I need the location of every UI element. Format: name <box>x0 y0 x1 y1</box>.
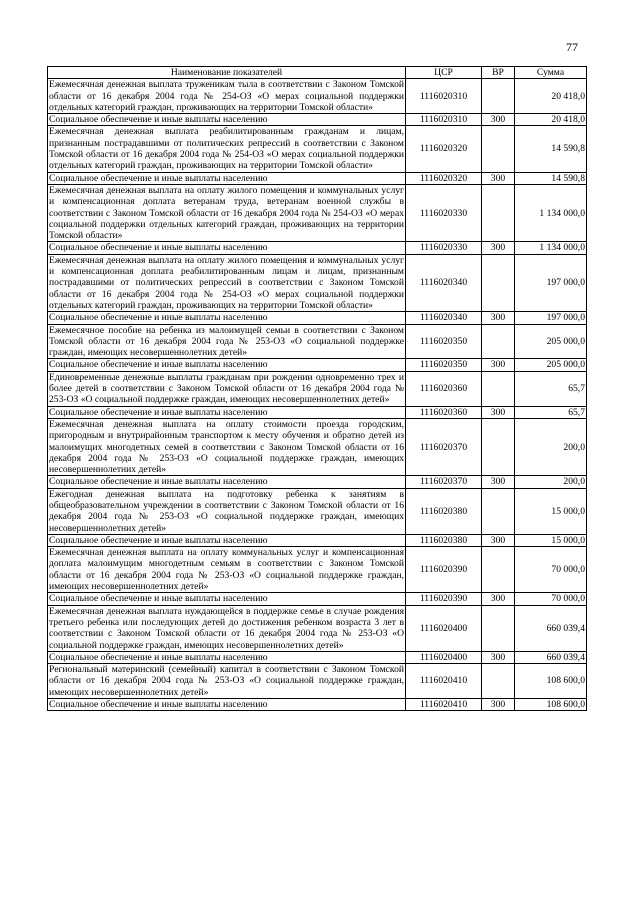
page-number: 77 <box>566 40 578 54</box>
header-name: Наименование показателей <box>48 67 406 79</box>
table-row <box>48 359 587 371</box>
row-csr: 1116020310 <box>406 79 482 114</box>
table-row <box>48 254 587 311</box>
row-vr: 300 <box>482 651 515 663</box>
table-row <box>48 242 587 254</box>
row-sum: 205 000,0 <box>515 324 587 359</box>
table-row <box>48 476 587 488</box>
row-csr: 1116020350 <box>406 359 482 371</box>
row-vr: 300 <box>482 699 515 711</box>
table-row <box>48 172 587 184</box>
table-row <box>48 534 587 546</box>
row-sum: 200,0 <box>515 418 587 475</box>
row-csr: 1116020410 <box>406 664 482 699</box>
table-row <box>48 324 587 359</box>
row-sum: 660 039,4 <box>515 651 587 663</box>
row-name: Ежемесячная денежная выплата реабилитированным гражданам и лицам, признанным пострадавшими от политических репрессий в соответствии с Законом Томской области от 16 декабря 2004 года № 254-ОЗ «О мерах социальной поддержки отдельных категорий граждан, проживающих на территории Томской области» <box>49 126 404 172</box>
row-vr <box>482 418 515 475</box>
row-csr: 1116020380 <box>406 488 482 534</box>
row-sum: 65,7 <box>515 406 587 418</box>
row-csr: 1116020350 <box>406 324 482 359</box>
table-row <box>48 418 587 475</box>
row-name: Социальное обеспечение и иные выплаты населению <box>48 476 406 488</box>
row-vr: 300 <box>482 476 515 488</box>
row-csr: 1116020310 <box>406 114 482 126</box>
row-csr: 1116020400 <box>406 605 482 651</box>
row-sum: 15 000,0 <box>515 488 587 534</box>
row-csr: 1116020340 <box>406 254 482 311</box>
row-name: Ежемесячная денежная выплата нуждающейся в поддержке семье в случае рождения третьего ребенка или последующих детей до достижения ребенком возраста 3 лет в соответствии с Законом Томской области от 16 декабря 2004 года № 253-ОЗ «О социальной поддержке граждан, имеющих несовершеннолетних детей» <box>49 605 404 651</box>
table-row <box>48 312 587 324</box>
row-vr: 300 <box>482 242 515 254</box>
row-vr <box>482 371 515 406</box>
row-name: Социальное обеспечение и иные выплаты населению <box>48 242 406 254</box>
row-vr <box>482 254 515 311</box>
row-sum: 15 000,0 <box>515 534 587 546</box>
row-csr: 1116020320 <box>406 126 482 172</box>
table-row <box>48 699 587 711</box>
row-vr <box>482 547 515 593</box>
row-csr: 1116020360 <box>406 371 482 406</box>
row-vr: 300 <box>482 114 515 126</box>
row-csr: 1116020340 <box>406 312 482 324</box>
row-csr: 1116020370 <box>406 418 482 475</box>
table-row <box>48 371 587 406</box>
row-vr: 300 <box>482 172 515 184</box>
table-row <box>48 184 587 241</box>
row-name: Ежемесячная денежная выплата на оплату стоимости проезда городским, пригородным и внутрирайонным транспортом к месту обучения и обратно детей из малоимущих многодетных семей в соответствии с Законом Томской области от 16 декабря 2004 года № 253-ОЗ «О социальной поддержке граждан, имеющих несовершеннолетних детей» <box>49 418 404 476</box>
row-vr <box>482 488 515 534</box>
row-sum: 108 600,0 <box>515 699 587 711</box>
table-row <box>48 547 587 593</box>
header-sum: Сумма <box>515 67 587 79</box>
row-csr: 1116020330 <box>406 242 482 254</box>
row-sum: 197 000,0 <box>515 312 587 324</box>
table-row <box>48 488 587 534</box>
row-sum: 65,7 <box>515 371 587 406</box>
row-csr: 1116020390 <box>406 547 482 593</box>
row-name: Социальное обеспечение и иные выплаты населению <box>48 699 406 711</box>
row-sum: 70 000,0 <box>515 593 587 605</box>
table-header-row <box>48 67 587 79</box>
row-sum: 660 039,4 <box>515 605 587 651</box>
row-name: Социальное обеспечение и иные выплаты населению <box>48 534 406 546</box>
row-vr <box>482 664 515 699</box>
row-sum: 20 418,0 <box>515 79 587 114</box>
header-vr: ВР <box>482 67 515 79</box>
row-vr: 300 <box>482 593 515 605</box>
table-row <box>48 114 587 126</box>
row-vr <box>482 126 515 172</box>
row-name: Единовременные денежные выплаты гражданам при рождении одновременно трех и более детей в соответствии с Законом Томской области от 16 декабря 2004 года № 253-ОЗ «О социальной поддержке граждан, имеющих несовершеннолетних детей» <box>49 371 404 406</box>
row-vr: 300 <box>482 312 515 324</box>
row-name: Социальное обеспечение и иные выплаты населению <box>48 406 406 418</box>
row-vr <box>482 184 515 241</box>
table-row <box>48 593 587 605</box>
table-row <box>48 605 587 651</box>
row-csr: 1116020320 <box>406 172 482 184</box>
table-row <box>48 406 587 418</box>
header-csr: ЦСР <box>406 67 482 79</box>
row-csr: 1116020410 <box>406 699 482 711</box>
row-sum: 14 590,8 <box>515 126 587 172</box>
row-csr: 1116020390 <box>406 593 482 605</box>
row-vr <box>482 79 515 114</box>
row-name: Социальное обеспечение и иные выплаты населению <box>48 593 406 605</box>
row-name: Социальное обеспечение и иные выплаты населению <box>48 312 406 324</box>
table-row <box>48 79 587 114</box>
row-sum: 197 000,0 <box>515 254 587 311</box>
row-sum: 108 600,0 <box>515 664 587 699</box>
row-name: Региональный материнский (семейный) капитал в соответствии с Законом Томской области от 16 декабря 2004 года № 253-ОЗ «О социальной поддержке граждан, имеющих несовершеннолетних детей» <box>49 664 404 698</box>
row-name: Ежемесячная денежная выплата на оплату коммунальных услуг и компенсационная доплата малоимущим многодетным семьям в соответствии с Законом Томской области от 16 декабря 2004 года № 253-ОЗ «О социальной поддержке граждан, имеющих несовершеннолетних детей» <box>49 547 404 593</box>
row-csr: 1116020370 <box>406 476 482 488</box>
row-vr: 300 <box>482 534 515 546</box>
row-csr: 1116020330 <box>406 184 482 241</box>
row-name: Социальное обеспечение и иные выплаты населению <box>48 172 406 184</box>
row-vr: 300 <box>482 406 515 418</box>
budget-table <box>47 66 587 711</box>
row-sum: 20 418,0 <box>515 114 587 126</box>
row-name: Ежемесячное пособие на ребенка из малоимущей семьи в соответствии с Законом Томской области от 16 декабря 2004 года № 253-ОЗ «О социальной поддержке граждан, имеющих несовершеннолетних детей» <box>49 324 404 359</box>
row-name: Ежемесячная денежная выплата труженикам тыла в соответствии с Законом Томской области от 16 декабря 2004 года № 254-ОЗ «О мерах социальной поддержки отдельных категорий граждан, проживающих на территории Томской области» <box>49 79 404 113</box>
row-sum: 1 134 000,0 <box>515 184 587 241</box>
table-row <box>48 126 587 172</box>
row-name: Социальное обеспечение и иные выплаты населению <box>48 114 406 126</box>
row-name: Ежемесячная денежная выплата на оплату жилого помещения и коммунальных услуг и компенсационная доплата ветеранам труда, ветеранам военной службы в соответствии с Законом Томской области от 16 декабря 2004 года № 254-ОЗ «О мерах социальной поддержки отдельных категорий граждан, проживающих на территории Томской области» <box>49 184 404 242</box>
table-row <box>48 664 587 699</box>
row-csr: 1116020380 <box>406 534 482 546</box>
row-name: Социальное обеспечение и иные выплаты населению <box>48 359 406 371</box>
row-vr: 300 <box>482 359 515 371</box>
row-name: Ежегодная денежная выплата на подготовку ребенка к занятиям в общеобразовательном учреждении в соответствии с Законом Томской области от 16 декабря 2004 года № 253-ОЗ «О социальной поддержке граждан, имеющих несовершеннолетних детей» <box>49 488 404 534</box>
row-sum: 14 590,8 <box>515 172 587 184</box>
row-csr: 1116020360 <box>406 406 482 418</box>
row-name: Ежемесячная денежная выплата на оплату жилого помещения и коммунальных услуг и компенсационная доплата реабилитированным лицам и лицам, признанным пострадавшими от политических репрессий в соответствии с Законом Томской области от 16 декабря 2004 года № 254-ОЗ «О мерах социальной поддержки отдельных категорий граждан, проживающих на территории Томской области» <box>49 254 404 311</box>
row-csr: 1116020400 <box>406 651 482 663</box>
row-sum: 70 000,0 <box>515 547 587 593</box>
row-name: Социальное обеспечение и иные выплаты населению <box>48 651 406 663</box>
table-row <box>48 651 587 663</box>
row-vr <box>482 605 515 651</box>
row-sum: 1 134 000,0 <box>515 242 587 254</box>
row-sum: 200,0 <box>515 476 587 488</box>
row-vr <box>482 324 515 359</box>
row-sum: 205 000,0 <box>515 359 587 371</box>
